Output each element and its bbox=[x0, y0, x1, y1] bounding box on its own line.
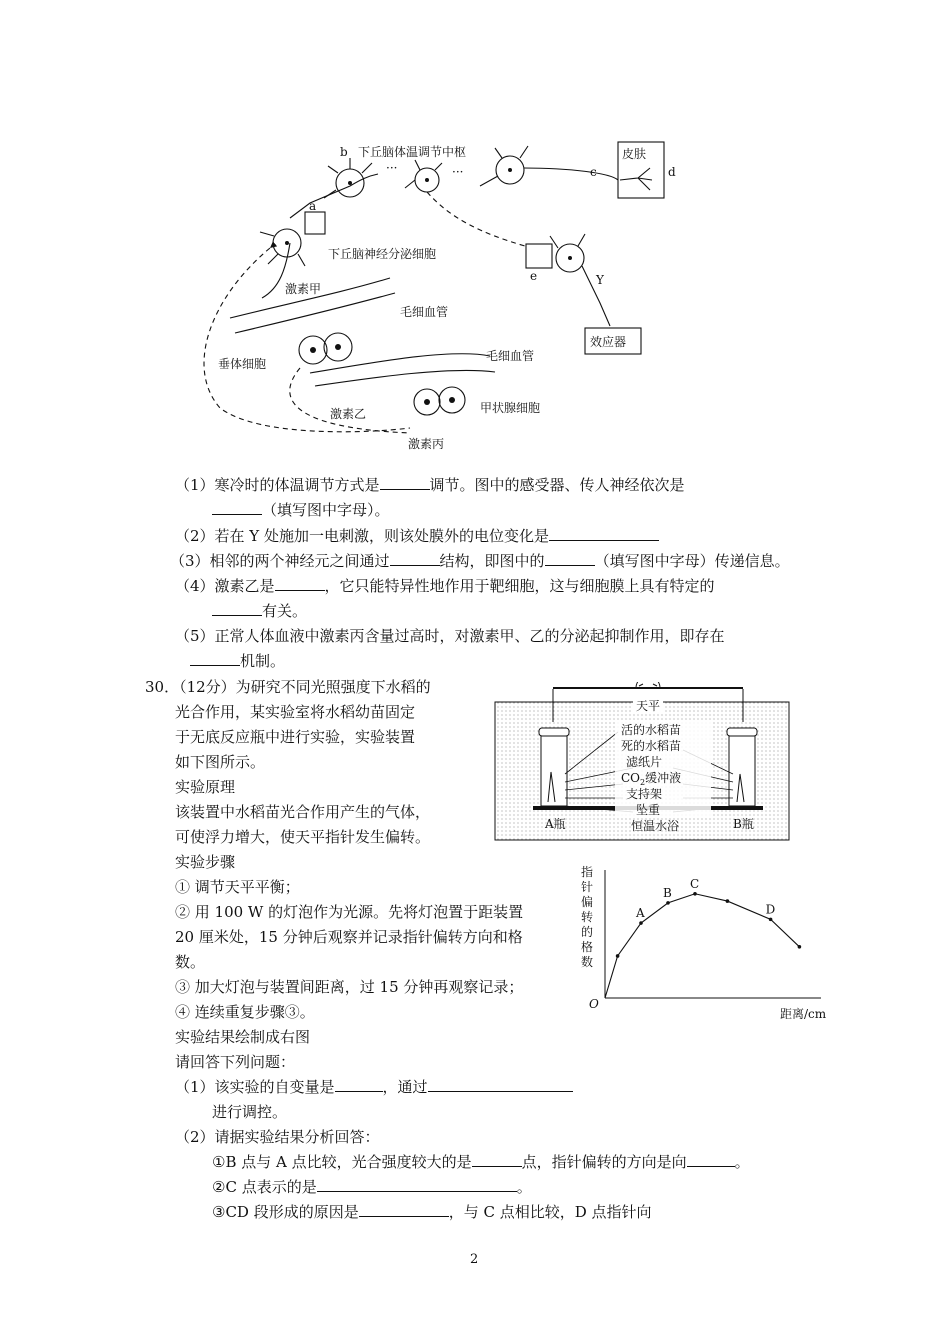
q30-q2-3: ③CD 段形成的原因是 ，与 C 点相比较，D 点指针向 bbox=[212, 1203, 652, 1221]
x-axis-label: 距离/cm bbox=[780, 1007, 827, 1021]
label-c: c bbox=[590, 165, 597, 179]
label-hormone-jia: 激素甲 bbox=[285, 282, 322, 296]
label-effector: 效应器 bbox=[590, 335, 627, 349]
q30-q2-2: ②C 点表示的是 。 bbox=[212, 1178, 532, 1196]
apparatus-figure bbox=[493, 682, 793, 842]
y-axis-label-char: 数 bbox=[581, 955, 594, 969]
step-4: ④ 连续重复步骤③。 bbox=[175, 1003, 315, 1021]
data-point bbox=[693, 892, 697, 896]
q30-q2: （2）请据实验结果分析回答： bbox=[175, 1128, 380, 1146]
q30-q1-cont: 进行调控。 bbox=[212, 1103, 288, 1121]
label-filter: 滤纸片 bbox=[626, 755, 663, 769]
ellipsis-dots: ··· bbox=[452, 165, 464, 179]
q30-line3: 于无底反应瓶中进行实验，实验装置 bbox=[175, 728, 416, 746]
label-e: e bbox=[530, 269, 538, 283]
point-label-A: A bbox=[636, 906, 645, 921]
page-number: 2 bbox=[470, 1252, 479, 1267]
principle-line1: 该装置中水稻苗光合作用产生的气体， bbox=[175, 803, 431, 821]
step-2-cont: 20 厘米处，15 分钟后观察并记录指针偏转方向和格 bbox=[175, 928, 523, 946]
y-axis-label-char: 格 bbox=[581, 940, 594, 954]
svg-text:···: ··· bbox=[386, 161, 398, 175]
label-pituitary: 垂体细胞 bbox=[218, 357, 267, 371]
principle-line2: 可使浮力增大，使天平指针发生偏转。 bbox=[175, 828, 431, 846]
label-bath: 恒温水浴 bbox=[631, 819, 680, 833]
q29-line4-cont: 有关。 bbox=[212, 601, 307, 621]
q29-line3: （3）相邻的两个神经元之间通过 结构，即图中的 （填写图中字母）传递信息。 bbox=[170, 552, 790, 570]
label-capillary2: 毛细血管 bbox=[486, 349, 535, 363]
label-skin: 皮肤 bbox=[622, 147, 647, 161]
result-line: 实验结果绘制成右图 bbox=[175, 1028, 311, 1046]
q30-line4: 如下图所示。 bbox=[175, 753, 266, 771]
ask-line: 请回答下列问题： bbox=[175, 1053, 296, 1071]
data-point bbox=[639, 921, 643, 925]
q29-line1: （1）寒冷时的体温调节方式是 调节。图中的感受器、传人神经依次是 bbox=[175, 476, 685, 494]
deflection-chart bbox=[575, 862, 840, 1024]
label-support: 支持架 bbox=[626, 787, 663, 801]
q29-line4: （4）激素乙是 ，它只能特异性地作用于靶细胞，这与细胞膜上具有特定的 bbox=[175, 577, 715, 595]
label-weight: 坠重 bbox=[636, 803, 661, 817]
step-1: ① 调节天平平衡； bbox=[175, 878, 300, 896]
label-co2: $CO_2$缓冲液 bbox=[621, 771, 682, 787]
thermoregulation-diagram bbox=[190, 128, 710, 458]
data-point bbox=[769, 918, 773, 922]
data-point bbox=[798, 945, 802, 949]
y-axis-label-char: 偏 bbox=[581, 895, 594, 909]
label-live: 活的水稻苗 bbox=[621, 723, 682, 737]
principle-title: 实验原理 bbox=[175, 778, 236, 796]
q29-line2: （2）若在 Y 处施加一电刺激，则该处膜外的电位变化是 bbox=[175, 526, 659, 546]
balance-label: 天平 bbox=[636, 699, 661, 713]
label-center: 下丘脑体温调节中枢 bbox=[358, 145, 467, 159]
label-d: d bbox=[668, 165, 676, 179]
y-axis-label-char: 针 bbox=[581, 880, 594, 894]
label-a: a bbox=[309, 199, 317, 213]
data-point bbox=[726, 899, 730, 903]
q30-q1: （1）该实验的自变量是 ，通过 bbox=[175, 1077, 573, 1097]
q29-line1-cont: （填写图中字母）。 bbox=[212, 500, 390, 520]
y-axis-label bbox=[581, 864, 593, 969]
y-axis-label-char: 转 bbox=[581, 910, 594, 924]
label-bottle-a: A瓶 bbox=[545, 817, 566, 831]
label-Y: Y bbox=[596, 273, 604, 287]
q30-line2: 光合作用，某实验室将水稻幼苗固定 bbox=[175, 703, 416, 721]
origin-label: O bbox=[589, 997, 599, 1011]
step-3: ③ 加大灯泡与装置间距离，过 15 分钟再观察记录； bbox=[175, 978, 524, 996]
data-point bbox=[616, 954, 620, 958]
y-axis-label-char: 指 bbox=[581, 865, 594, 879]
label-thyroid: 甲状腺细胞 bbox=[480, 401, 541, 415]
step-2-cont2: 数。 bbox=[175, 953, 206, 971]
q30-q2-1: ①B 点与 A 点比较，光合强度较大的是 点，指针偏转的方向是向 。 bbox=[212, 1153, 750, 1171]
q29-line5-cont: 机制。 bbox=[190, 651, 285, 671]
q30-heading: 30．（12分）为研究不同光照强度下水稻的 bbox=[145, 678, 431, 696]
label-capillary1: 毛细血管 bbox=[400, 305, 449, 319]
step-2: ② 用 100 W 的灯泡作为光源。先将灯泡置于距装置 bbox=[175, 903, 524, 921]
label-b: b bbox=[340, 145, 348, 159]
point-label-C: C bbox=[690, 876, 700, 891]
y-axis-label-char: 的 bbox=[581, 925, 594, 939]
steps-title: 实验步骤 bbox=[175, 853, 236, 871]
label-hormone-yi: 激素乙 bbox=[330, 407, 367, 421]
q29-line5: （5）正常人体血液中激素丙含量过高时，对激素甲、乙的分泌起抑制作用，即存在 bbox=[175, 627, 725, 645]
label-bottle-b: B瓶 bbox=[733, 817, 754, 831]
point-label-B: B bbox=[663, 885, 672, 900]
label-neurosecretory: 下丘脑神经分泌细胞 bbox=[328, 247, 437, 261]
data-point bbox=[666, 901, 670, 905]
point-label-D: D bbox=[765, 902, 776, 917]
label-hormone-bing: 激素丙 bbox=[408, 437, 445, 451]
label-dead: 死的水稻苗 bbox=[621, 739, 682, 753]
